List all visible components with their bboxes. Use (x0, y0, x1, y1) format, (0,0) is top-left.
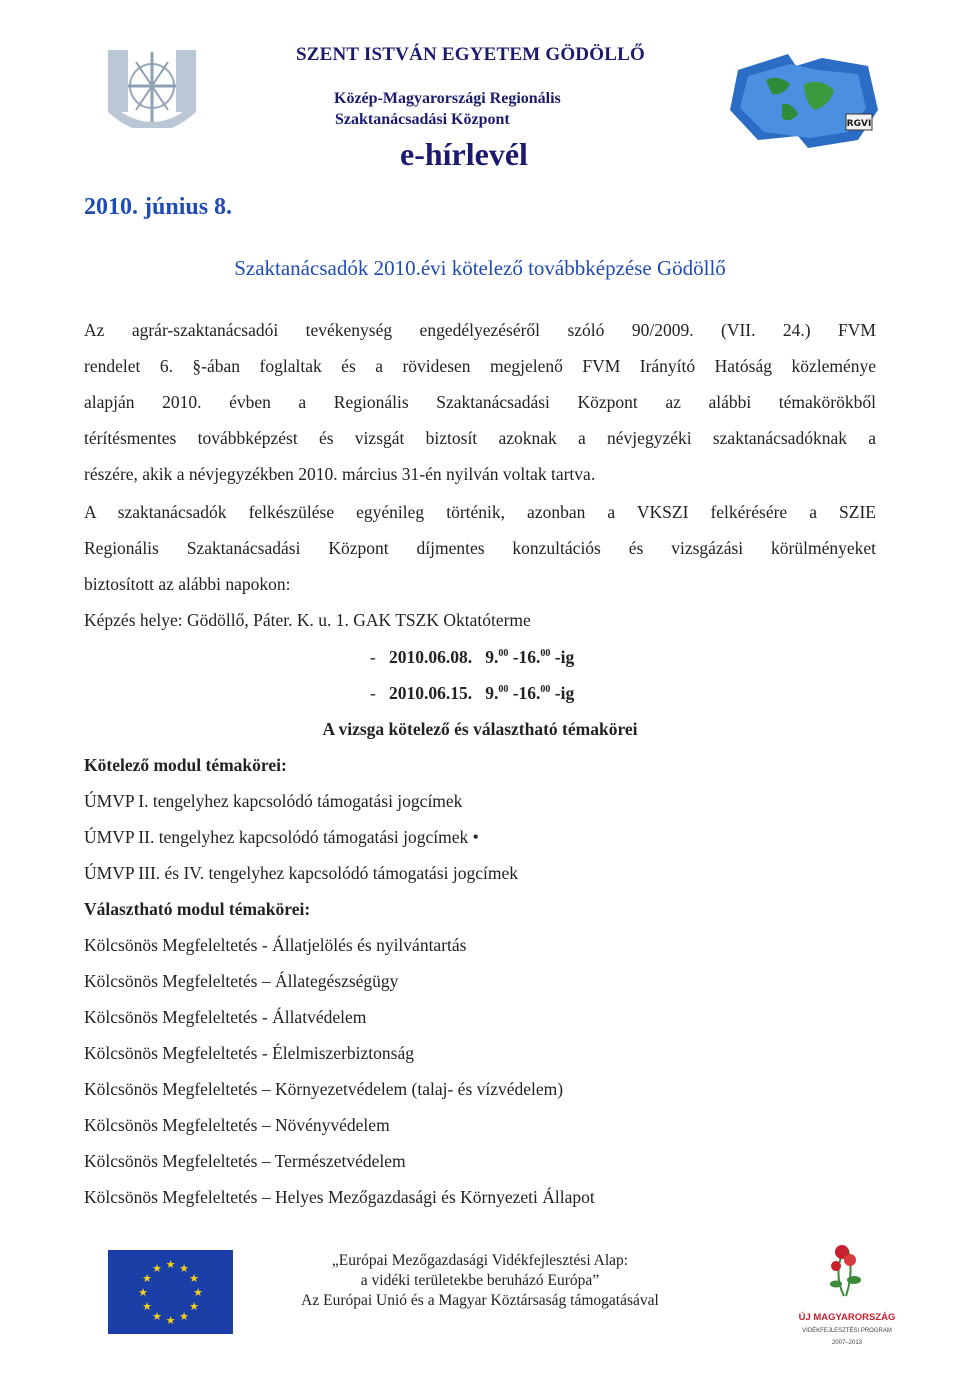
mandatory-item: ÚMVP I. tengelyhez kapcsolódó támogatási jogcímek (84, 791, 463, 811)
center-name-line2: Szaktanácsadási Központ (335, 111, 510, 128)
mandatory-heading: Kötelező modul témakörei: (84, 755, 287, 775)
prep-line: Regionális Szaktanácsadási Központ díjmentes konzultációs és vizsgázási körülményeket (84, 538, 876, 558)
optional-item: Kölcsönös Megfeleltetés - Élelmiszerbiztonság (84, 1043, 414, 1063)
optional-item: Kölcsönös Megfeleltetés - Állatjelölés és nyilvántartás (84, 935, 467, 955)
intro-line: térítésmentes továbbképzést és vizsgát biztosít azoknak a névjegyzéki szaktanácsadóknak a (84, 428, 876, 448)
issue-date: 2010. június 8. (84, 194, 233, 220)
intro-paragraph (84, 312, 876, 492)
optional-item: Kölcsönös Megfeleltetés – Állategészségügy (84, 971, 399, 991)
intro-line: Az agrár-szaktanácsadói tevékenység engedélyezéséről szóló 90/2009. (VII. 24.) FVM (84, 320, 876, 340)
article-title: Szaktanácsadók 2010.évi kötelező továbbképzése Gödöllő (234, 256, 726, 280)
footer-line3: Az Európai Unió és a Magyar Köztársaság támogatásával (301, 1292, 659, 1309)
venue-line: Képzés helye: Gödöllő, Páter. K. u. 1. GAK TSZK Oktatóterme (84, 610, 531, 630)
umo-line3: 2007–2013 (831, 1340, 863, 1346)
umo-line1: ÚJ MAGYARORSZÁG (798, 1312, 896, 1323)
uj-magyarorszag-logo (784, 1236, 910, 1354)
footer-line2: a vidéki területekbe beruházó Európa” (360, 1272, 600, 1289)
optional-item: Kölcsönös Megfeleltetés – Természetvédelem (84, 1151, 406, 1171)
exam-heading: A vizsga kötelező és választható témakörei (322, 719, 638, 739)
svg-text:★: ★ (142, 1300, 152, 1313)
puzzle-globe-logo (718, 40, 886, 156)
optional-item: Kölcsönös Megfeleltetés – Környezetvédelem (talaj- és vízvédelem) (84, 1079, 564, 1099)
svg-text:★: ★ (142, 1272, 152, 1285)
optional-heading: Választható modul témakörei: (84, 899, 311, 919)
date-row: - 2010.06.15. 9.00 -16.00 -ig (370, 683, 575, 703)
intro-line: alapján 2010. évben a Regionális Szaktanácsadási Központ az alábbi témakörökből (84, 392, 876, 412)
svg-text:★: ★ (152, 1262, 162, 1275)
university-name: SZENT ISTVÁN EGYETEM GÖDÖLLŐ (296, 44, 645, 65)
prep-paragraph (84, 494, 876, 602)
prep-line: biztosított az alábbi napokon: (84, 574, 291, 594)
svg-text:★: ★ (189, 1272, 199, 1285)
umo-line2: VIDÉKFEJLESZTÉSI PROGRAM (802, 1328, 892, 1334)
mandatory-item: ÚMVP III. és IV. tengelyhez kapcsolódó támogatási jogcímek (84, 863, 518, 883)
intro-line: rendelet 6. §-ában foglaltak és a rövidesen megjelenő FVM Irányító Hatóság közleménye (84, 356, 876, 376)
svg-text:★: ★ (193, 1286, 203, 1299)
center-name-line1: Közép-Magyarországi Regionális (334, 90, 561, 107)
optional-item: Kölcsönös Megfeleltetés - Állatvédelem (84, 1007, 367, 1027)
svg-text:★: ★ (165, 1258, 176, 1271)
prep-line: A szaktanácsadók felkészülése egyénileg történik, azonban a VKSZI felkérésére a SZIE (84, 502, 876, 522)
svg-text:★: ★ (189, 1300, 199, 1313)
svg-text:★: ★ (152, 1310, 162, 1323)
intro-line: részére, akik a névjegyzékben 2010. március 31-én nyilván voltak tartva. (84, 464, 596, 484)
optional-item: Kölcsönös Megfeleltetés – Helyes Mezőgazdasági és Környezeti Állapot (84, 1187, 595, 1207)
svg-text:★: ★ (138, 1286, 148, 1299)
footer-line1: „Európai Mezőgazdasági Vidékfejlesztési Alap: (331, 1252, 629, 1269)
date-row: - 2010.06.08. 9.00 -16.00 -ig (370, 647, 575, 667)
sie-logo (98, 42, 208, 128)
svg-text:★: ★ (165, 1314, 176, 1327)
mandatory-item: ÚMVP II. tengelyhez kapcsolódó támogatási jogcímek • (84, 827, 479, 847)
newsletter-title: e-hírlevél (400, 136, 528, 172)
svg-text:★: ★ (179, 1262, 189, 1275)
optional-item: Kölcsönös Megfeleltetés – Növényvédelem (84, 1115, 390, 1135)
svg-text:★: ★ (179, 1310, 189, 1323)
puzzle-badge-text: RGVI (846, 119, 872, 129)
